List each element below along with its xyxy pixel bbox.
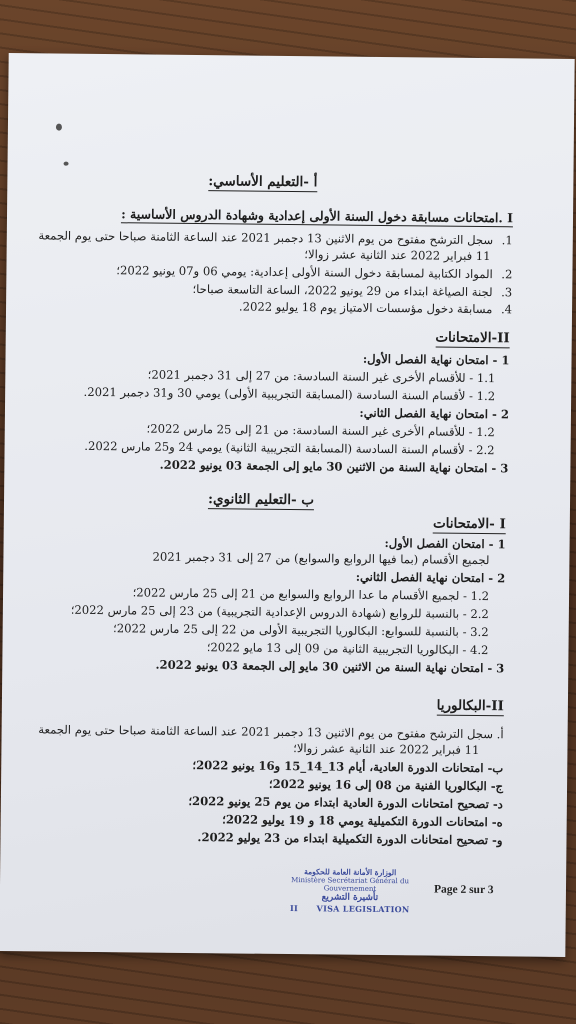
list-item: 3 - امتحان نهاية السنة من الاثنين 30 مايو إلى الجمعة 03 يونيو 2022. xyxy=(155,657,505,676)
document-page xyxy=(0,53,575,957)
stamp-marker: II xyxy=(289,903,299,914)
list-item: ه- امتحانات الدورة التكميلية يومي 18 و 19 يوليو 2022؛ xyxy=(222,812,503,830)
item-text: المواد الكتابية لمسابقة دخول السنة الأولى إعدادية: يومي 06 و07 يونيو 2022؛ xyxy=(116,263,493,282)
list-item: 3 - امتحان نهاية السنة من الاثنين 30 مايو إلى الجمعة 03 يونيو 2022. xyxy=(159,457,509,476)
list-item: 1 - امتحان الفصل الأول: xyxy=(384,536,506,552)
ink-mark xyxy=(56,124,62,131)
stamp-ministry-fr: Ministère Secrétariat Général du Gouvernement xyxy=(291,876,410,893)
list-item: 2.2 - لأقسام السنة السادسة (المسابقة التجريبية الثانية) يومي 24 و25 مارس 2022. xyxy=(84,438,495,458)
list-item: 1 - امتحان نهاية الفصل الأول: xyxy=(362,351,510,368)
section-b2-title: II-البكالوريا xyxy=(436,697,504,715)
page-number: Page 2 sur 3 xyxy=(433,883,494,897)
list-item: د- تصحيح امتحانات الدورة العادية ابتداء من يوم 25 يونيو 2022؛ xyxy=(188,793,503,812)
list-item xyxy=(38,227,513,248)
section-b1-title: I -الامتحانات xyxy=(432,515,506,533)
section-2-title: II-الامتحانات xyxy=(435,329,510,347)
ink-mark xyxy=(64,162,69,166)
list-item: 2 - امتحان نهاية الفصل الثاني: xyxy=(355,569,506,586)
list-item xyxy=(192,281,512,300)
item-text: 11 فبراير 2022 عند الثانية عشر زوالا؛ xyxy=(304,247,491,264)
item-number: 3. xyxy=(501,285,513,300)
list-item: 11 فبراير 2022 عند الثانية عشر زوالا؛ xyxy=(293,741,480,758)
list-item: ب- امتحانات الدورة العادية، أيام 13_14_15 و16 يونيو 2022؛ xyxy=(192,758,504,776)
list-item xyxy=(304,246,490,264)
list-item: أ. سجل الترشح مفتوح من يوم الاثنين 13 دجمبر 2021 عند الساعة الثامنة صباحا حتى يوم الجمعة xyxy=(38,722,504,742)
list-item: 4.2 - البكالوريا التجريبية الثانية من 09 إلى 13 مايو 2022؛ xyxy=(206,640,489,658)
list-item xyxy=(116,262,512,282)
list-item: 3.2 - بالنسبة للسوابع: البكالوريا التجريبية الأولى من 22 إلى 25 مارس 2022؛ xyxy=(112,621,489,640)
list-item: 1.2 - للأقسام الأخرى غير السنة السادسة: من 21 إلى 25 مارس 2022؛ xyxy=(146,421,495,440)
item-text: سجل الترشح مفتوح من يوم الاثنين 13 دجمبر 2021 عند الساعة الثامنة صباحا حتى يوم الجمعة xyxy=(38,228,494,248)
list-item: لجميع الأقسام (بما فيها الروابع والسوابع) من 27 إلى 31 دجمبر 2021 xyxy=(152,549,490,568)
list-item: 1.2 - لأقسام السنة السادسة (المسابقة التجريبية الأولى) يومي 30 و31 دجمبر 2021. xyxy=(83,384,496,404)
item-text: لجنة الصياغة ابتداء من 29 يونيو 2022، الساعة التاسعة صباحا؛ xyxy=(192,281,493,300)
item-number: 4. xyxy=(500,302,513,317)
list-item: 1.2 - لجميع الأقسام ما عدا الروابع والسوابع من 21 إلى 25 مارس 2022؛ xyxy=(132,585,490,604)
item-number: 1. xyxy=(501,233,513,248)
list-item: 2 - امتحان نهاية الفصل الثاني: xyxy=(359,405,510,422)
list-item: 1.1 - للأقسام الأخرى غير السنة السادسة: من 27 إلى 31 دجمبر 2021؛ xyxy=(147,367,496,386)
stamp-visa-ar: تأشيرة التشريع xyxy=(321,892,379,903)
section-a-title: أ -التعليم الأساسي: xyxy=(208,173,318,191)
list-item xyxy=(239,298,512,317)
item-number: 2. xyxy=(501,267,513,282)
list-item: و- تصحيح امتحانات الدورة التكميلية ابتداء من 23 يوليو 2022. xyxy=(197,830,503,848)
section-b-title: ب -التعليم الثانوي: xyxy=(207,491,315,509)
stamp-visa-label: VISA LEGISLATION xyxy=(316,903,410,915)
item-text: مسابقة دخول مؤسسات الامتياز يوم 18 يوليو 2022. xyxy=(238,299,493,317)
list-item: 2.2 - بالنسبة للروابع (شهادة الدروس الإعدادية التجريبية) من 23 إلى 25 مارس 2022؛ xyxy=(70,602,489,622)
stamp-ministry-ar: الوزارة الأمانة العامة للحكومة xyxy=(304,867,397,878)
list-item: ج- البكالوريا الفنية من 08 إلى 16 يونيو 2022؛ xyxy=(268,776,504,794)
legislation-visa-stamp xyxy=(280,868,420,913)
section-1-title: I .امتحانات مسابقة دخول السنة الأولى إعدادية وشهادة الدروس الأساسية : xyxy=(121,206,514,226)
stamp-visa-fr xyxy=(280,904,420,913)
